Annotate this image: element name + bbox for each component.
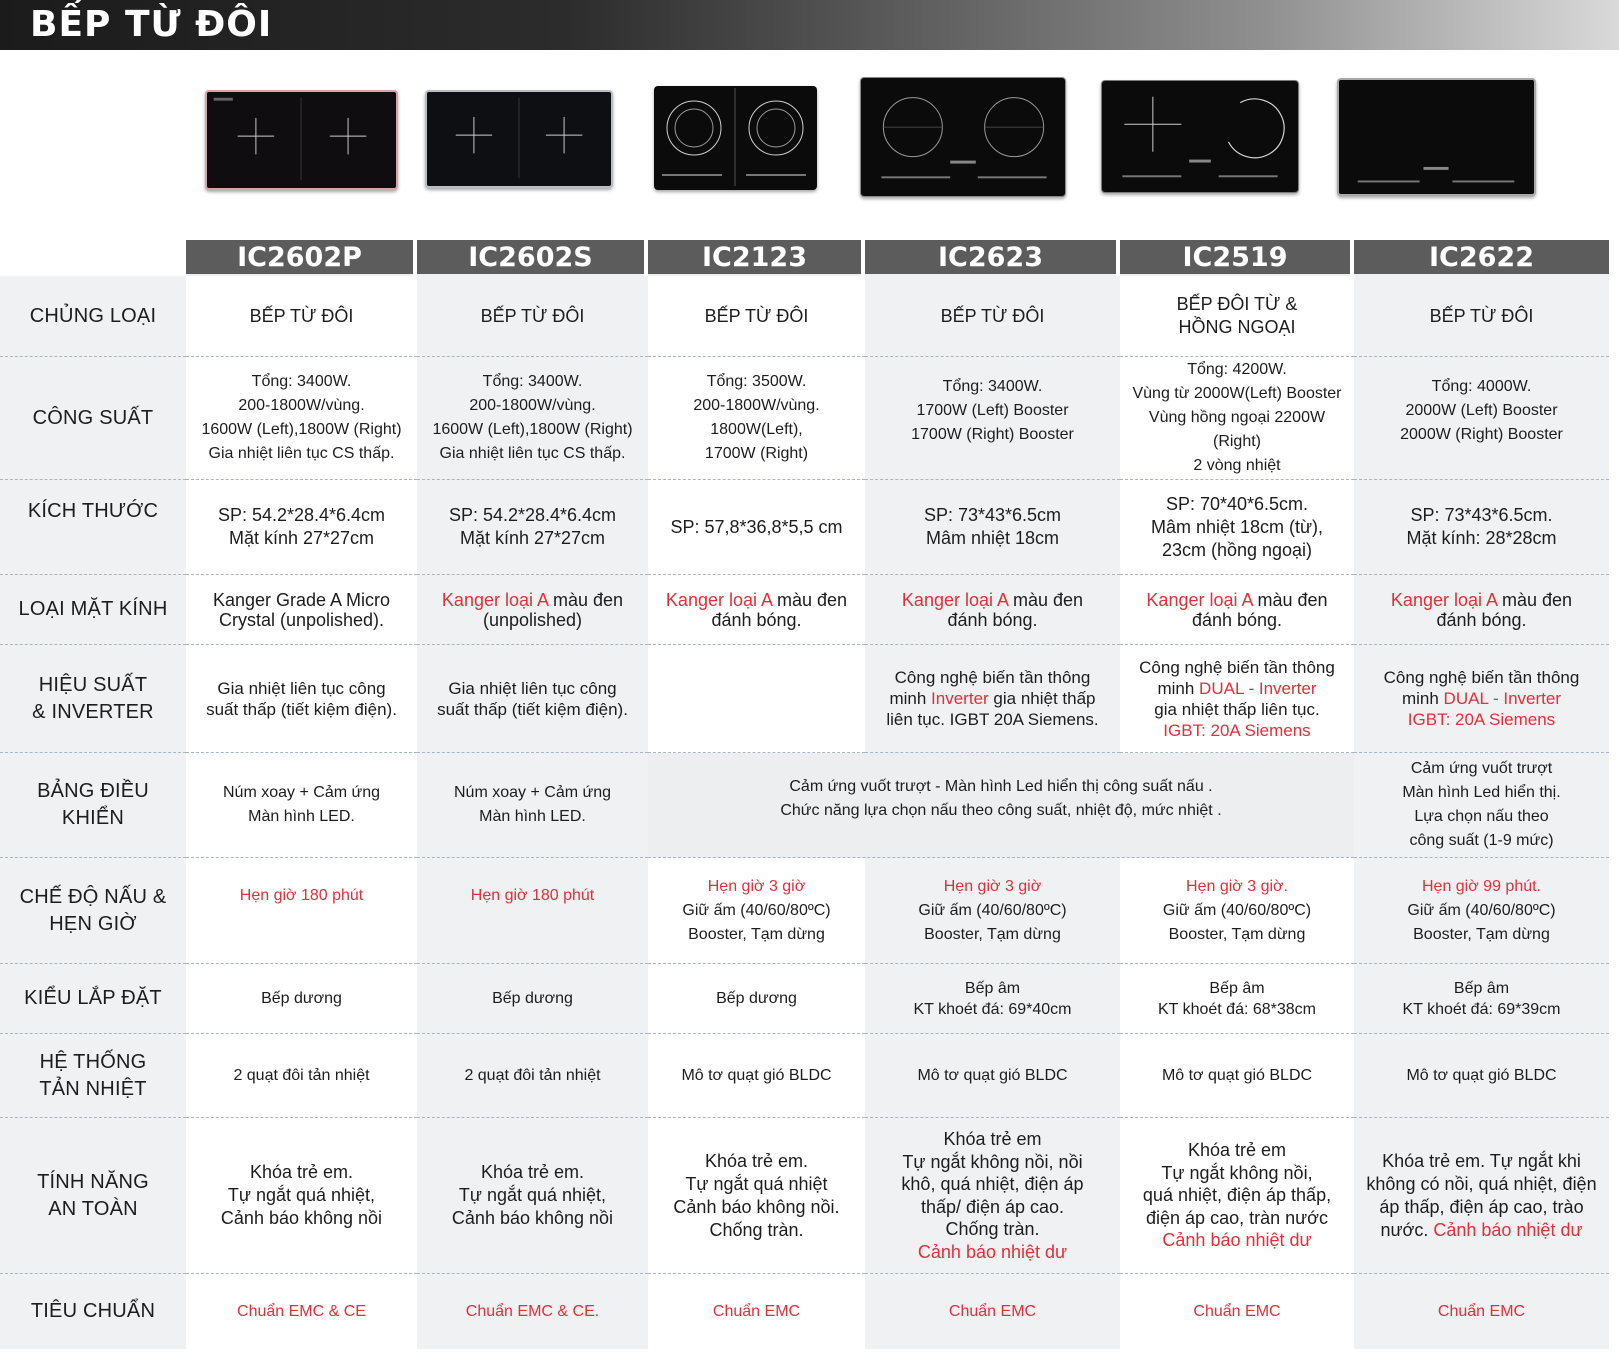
cell-safety: Khóa trẻ em. Tự ngắt quá nhiệt Cảnh báo không nồi. Chống tràn. — [648, 1118, 865, 1274]
cell-size: SP: 70*40*6.5cm. Mâm nhiệt 18cm (từ), 23cm (hồng ngoại) — [1120, 480, 1354, 575]
cell-cooking-mode: Hẹn giờ 3 giờ Giữ ấm (40/60/80ºC) Booster, Tạm dừng — [648, 858, 865, 964]
cell-standard: Chuẩn EMC — [712, 1302, 801, 1320]
title-bar — [0, 0, 1619, 50]
cell-installation: Bếp dương — [648, 964, 865, 1034]
cooktop-drawing — [427, 92, 611, 186]
cell-standard: Chuẩn EMC — [1354, 1274, 1609, 1349]
cell-glass: Kanger Grade A Micro Crystal (unpolished). — [186, 575, 417, 645]
model-header: IC2623 — [865, 240, 1116, 276]
row-label-standard: TIÊU CHUẨN — [0, 1274, 186, 1349]
product-image-ic2602s — [425, 90, 613, 188]
cell-size: SP: 73*43*6.5cm. Mặt kính: 28*28cm — [1354, 480, 1609, 575]
cell-cooking-mode: Hẹn giờ 3 giờ Giữ ấm (40/60/80ºC) Booster, Tạm dừng — [865, 858, 1120, 964]
cell-cooling: Mô tơ quạt gió BLDC — [1120, 1034, 1354, 1118]
cooktop-drawing — [207, 92, 396, 188]
row-label-power: CÔNG SUẤT — [0, 357, 186, 480]
cell-installation: Bếp dương — [186, 964, 417, 1034]
header-spacer — [0, 240, 186, 276]
cell-glass: Kanger loại A màu đen đánh bóng. — [865, 575, 1120, 645]
cooktop-drawing — [654, 86, 817, 190]
cell-type: BẾP TỪ ĐÔI — [865, 276, 1120, 357]
cell-efficiency: Gia nhiệt liên tục công suất thấp (tiết kiệm điện). — [186, 645, 417, 753]
cell-installation: Bếp âm KT khoét đá: 69*39cm — [1354, 964, 1609, 1034]
model-header: IC2602P — [186, 240, 413, 276]
cell-cooking-mode: Hẹn giờ 180 phút — [186, 858, 417, 964]
cell-standard: Chuẩn EMC & CE — [237, 1302, 366, 1320]
row-label-size: KÍCH THƯỚC — [0, 480, 186, 575]
model-header: IC2602S — [417, 240, 644, 276]
cooktop-drawing — [1102, 81, 1298, 192]
row-label-safety: TÍNH NĂNG AN TOÀN — [0, 1118, 186, 1274]
cell-installation: Bếp âm KT khoét đá: 68*38cm — [1120, 964, 1354, 1034]
cell-safety: Khóa trẻ em Tự ngắt không nồi, quá nhiệt, điện áp thấp, điện áp cao, tràn nước Cảnh báo nhiệt dư — [1120, 1118, 1354, 1274]
cell-type: BẾP ĐÔI TỪ & HỒNG NGOẠI — [1120, 276, 1354, 357]
cell-power: Tổng: 4000W. 2000W (Left) Booster 2000W (Right) Booster — [1354, 357, 1609, 480]
product-image-ic2623 — [860, 77, 1066, 197]
cell-safety: Khóa trẻ em Tự ngắt không nồi, nồi khô, quá nhiệt, điện áp thấp/ điện áp cao. Chống tràn. Cảnh báo nhiệt dư — [865, 1118, 1120, 1274]
cell-type: BẾP TỪ ĐÔI — [186, 276, 417, 357]
page-title: BẾP TỪ ĐÔI — [30, 4, 273, 45]
cell-cooling: 2 quạt đôi tản nhiệt — [186, 1034, 417, 1118]
cell-installation: Bếp âm KT khoét đá: 69*40cm — [865, 964, 1120, 1034]
cell-size: SP: 57,8*36,8*5,5 cm — [648, 480, 865, 575]
row-label-cooling: HỆ THỐNG TẢN NHIỆT — [0, 1034, 186, 1118]
cell-power: Tổng: 3500W. 200-1800W/vùng. 1800W(Left), 1700W (Right) — [648, 357, 865, 480]
cell-glass: Kanger loại A màu đen (unpolished) — [417, 575, 648, 645]
cell-cooling: Mô tơ quạt gió BLDC — [865, 1034, 1120, 1118]
cell-size: SP: 73*43*6.5cm Mâm nhiệt 18cm — [865, 480, 1120, 575]
product-image-ic2602p — [205, 90, 398, 190]
cell-cooling: 2 quạt đôi tản nhiệt — [417, 1034, 648, 1118]
cell-control-panel: Núm xoay + Cảm ứng Màn hình LED. — [417, 753, 648, 858]
cell-glass: Kanger loại A màu đen đánh bóng. — [648, 575, 865, 645]
cell-size: SP: 54.2*28.4*6.4cm Mặt kính 27*27cm — [417, 480, 648, 575]
cell-power: Tổng: 3400W. 200-1800W/vùng. 1600W (Left),1800W (Right) Gia nhiệt liên tục CS thấp. — [417, 357, 648, 480]
cell-safety: Khóa trẻ em. Tự ngắt khi không có nồi, quá nhiệt, điện áp thấp, điện áp cao, trào nước. Cảnh báo nhiệt dư — [1354, 1118, 1609, 1274]
cell-type: BẾP TỪ ĐÔI — [1354, 276, 1609, 357]
cell-efficiency-empty — [648, 645, 865, 753]
cell-efficiency: Gia nhiệt liên tục công suất thấp (tiết kiệm điện). — [417, 645, 648, 753]
cell-control-panel-merged: Cảm ứng vuốt trượt - Màn hình Led hiển thị công suất nấu . Chức năng lựa chọn nấu theo công suất, nhiệt độ, mức nhiệt . — [648, 753, 1354, 858]
product-image-ic2519 — [1101, 80, 1299, 193]
cell-glass: Kanger loại A màu đen đánh bóng. — [1120, 575, 1354, 645]
cell-power: Tổng: 3400W. 200-1800W/vùng. 1600W (Left),1800W (Right) Gia nhiệt liên tục CS thấp. — [186, 357, 417, 480]
model-header: IC2622 — [1354, 240, 1609, 276]
cell-cooking-mode: Hẹn giờ 3 giờ. Giữ ấm (40/60/80ºC) Booster, Tạm dừng — [1120, 858, 1354, 964]
cell-power: Tổng: 4200W. Vùng từ 2000W(Left) Booster Vùng hồng ngoại 2200W (Right) 2 vòng nhiệt — [1120, 357, 1354, 480]
cell-control-panel: Núm xoay + Cảm ứng Màn hình LED. — [186, 753, 417, 858]
cell-standard: Chuẩn EMC & CE. — [417, 1274, 648, 1349]
cell-control-panel: Cảm ứng vuốt trượt Màn hình Led hiển thị. Lựa chọn nấu theo công suất (1-9 mức) — [1354, 753, 1609, 858]
product-image-ic2123 — [654, 86, 817, 190]
cell-safety: Khóa trẻ em. Tự ngắt quá nhiệt, Cảnh báo không nồi — [417, 1118, 648, 1274]
cell-size: SP: 54.2*28.4*6.4cm Mặt kính 27*27cm — [186, 480, 417, 575]
row-label-cooking-mode: CHẾ ĐỘ NẤU & HẸN GIỜ — [0, 858, 186, 964]
model-header: IC2123 — [648, 240, 861, 276]
row-label-type: CHỦNG LOẠI — [0, 276, 186, 357]
product-image-ic2622 — [1337, 78, 1536, 196]
row-label-control-panel: BẢNG ĐIỀU KHIỂN — [0, 753, 186, 858]
row-label-installation: KIỂU LẮP ĐẶT — [0, 964, 186, 1034]
cooktop-drawing — [861, 78, 1065, 196]
cell-cooling: Mô tơ quạt gió BLDC — [648, 1034, 865, 1118]
cell-standard: Chuẩn EMC — [1193, 1302, 1281, 1320]
cell-type: BẾP TỪ ĐÔI — [648, 276, 865, 357]
cooktop-drawing — [1339, 80, 1534, 194]
cell-efficiency: Công nghệ biến tần thông minh DUAL - Inverter gia nhiệt thấp liên tục. IGBT: 20A Siemens — [1120, 645, 1354, 753]
cell-cooking-mode: Hẹn giờ 99 phút. Giữ ấm (40/60/80ºC) Booster, Tạm dừng — [1354, 858, 1609, 964]
cell-type: BẾP TỪ ĐÔI — [417, 276, 648, 357]
row-label-glass: LOẠI MẶT KÍNH — [0, 575, 186, 645]
row-label-efficiency: HIỆU SUẤT & INVERTER — [0, 645, 186, 753]
cell-efficiency: Công nghệ biến tần thông minh Inverter gia nhiệt thấp liên tục. IGBT 20A Siemens. — [865, 645, 1120, 753]
cell-cooking-mode: Hẹn giờ 180 phút — [417, 858, 648, 964]
cell-installation: Bếp dương — [417, 964, 648, 1034]
cell-glass: Kanger loại A màu đen đánh bóng. — [1354, 575, 1609, 645]
cell-standard: Chuẩn EMC — [865, 1274, 1120, 1349]
comparison-table — [0, 240, 1619, 1349]
model-header: IC2519 — [1120, 240, 1350, 276]
cell-cooling: Mô tơ quạt gió BLDC — [1354, 1034, 1609, 1118]
cell-power: Tổng: 3400W. 1700W (Left) Booster 1700W (Right) Booster — [865, 357, 1120, 480]
cell-safety: Khóa trẻ em. Tự ngắt quá nhiệt, Cảnh báo không nồi — [186, 1118, 417, 1274]
cell-efficiency: Công nghệ biến tần thông minh DUAL - Inverter IGBT: 20A Siemens — [1354, 645, 1609, 753]
